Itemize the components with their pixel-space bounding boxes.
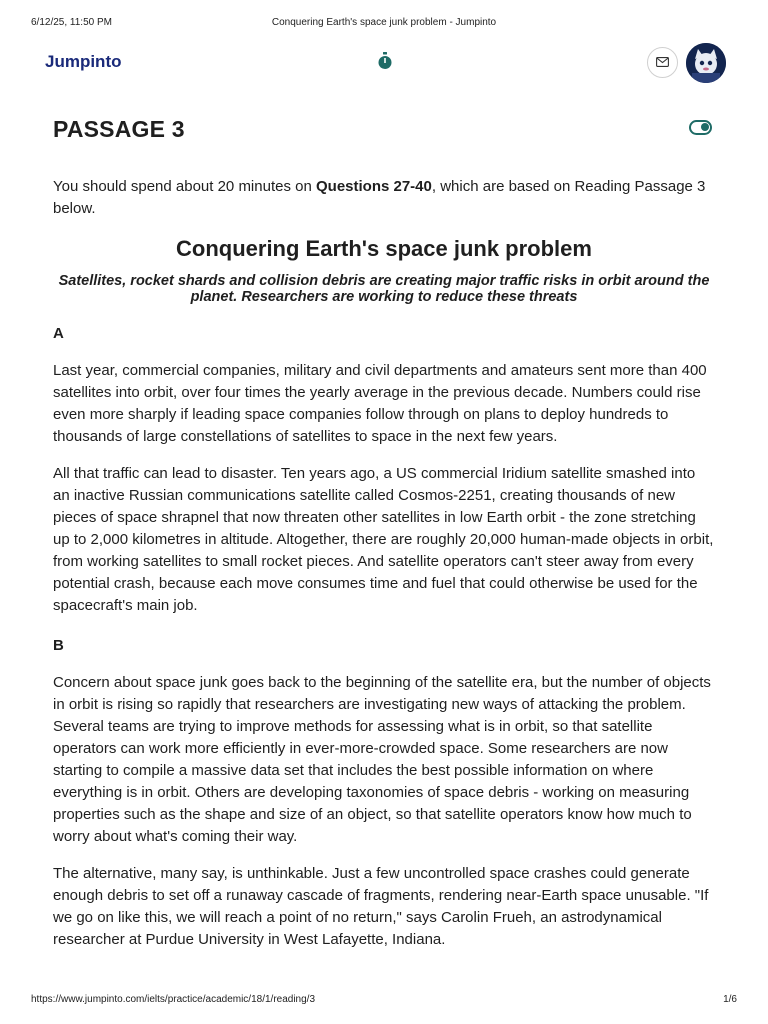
brand-logo-link[interactable]: Jumpinto xyxy=(45,52,122,71)
intro-text-before: You should spend about 20 minutes on xyxy=(53,178,316,195)
section-b-paragraph-1: Concern about space junk goes back to the beginning of the satellite era, but the number of objects in orbit is rising so rapidly that researchers are investigating new ways of attacking the problem. Several teams are trying to improve methods for assessing what is in orbit, so that satellite operators can work more efficiently in ever-more-crowded space. Some researchers are now starting to compile a massive data set that includes the best possible information on where everything is in orbit. Others are developing taxonomies of space debris - working on measuring properties such as the shape and size of an object, so that satellite operators know how much to worry about what's coming their way. xyxy=(53,674,711,845)
print-title: Conquering Earth's space junk problem - Jumpinto xyxy=(271,17,497,28)
section-label-b: B xyxy=(53,637,64,654)
print-header xyxy=(0,0,768,40)
print-page-number: 1/6 xyxy=(723,994,737,1005)
intro-questions: Questions 27-40 xyxy=(315,178,432,195)
section-a-paragraph-2: All that traffic can lead to disaster. Ten years ago, a US commercial Iridium satellite smashed into an inactive Russian communications satellite called Cosmos-2251, creating thousands of new pieces of space shrapnel that now threaten other satellites in low Earth orbit - the zone stretching up to 2,000 kilometres in altitude. Altogether, there are roughly 20,000 human-made objects in orbit, from working satellites to small rocket pieces. And satellite operators can't steer away from every potential crash, because each move consumes time and fuel that could otherwise be used for the spacecraft's main job. xyxy=(53,465,714,614)
passage-intro xyxy=(53,176,715,220)
print-footer xyxy=(0,994,768,1024)
print-url: https://www.jumpinto.com/ielts/practice/academic/18/1/reading/3 xyxy=(31,994,316,1005)
print-date: 6/12/25, 11:50 PM xyxy=(31,17,112,28)
toggle-icon[interactable] xyxy=(689,120,712,135)
avatar[interactable] xyxy=(686,43,726,83)
toggle-knob xyxy=(701,123,709,131)
mail-button[interactable] xyxy=(647,47,678,78)
top-bar xyxy=(0,40,768,90)
mail-icon xyxy=(656,54,669,72)
passage-content xyxy=(53,176,715,951)
article-title: Conquering Earth's space junk problem xyxy=(176,236,592,261)
section-label-a: A xyxy=(53,325,64,342)
section-b-paragraph-2: The alternative, many say, is unthinkable. Just a few uncontrolled space crashes could generate enough debris to set off a runaway cascade of fragments, rendering near-Earth space unusable. "If we go on like this, we will reach a point of no return," says Carolin Frueh, an astrodynamical researcher at Purdue University in West Lafayette, Indiana. xyxy=(53,865,709,948)
intro-text-after: , which are based on Reading Passage 3 below. xyxy=(53,178,706,217)
stopwatch-icon[interactable] xyxy=(377,52,393,70)
section-a-paragraph-1: Last year, commercial companies, military and civil departments and amateurs sent more than 400 satellites into orbit, over four times the yearly average in the previous decade. Numbers could rise even more sharply if leading space companies follow through on plans to deploy hundreds to thousands of large constellations of satellites to space in the next few years. xyxy=(53,362,707,445)
avatar-icon xyxy=(686,70,726,83)
passage-title: PASSAGE 3 xyxy=(53,116,185,142)
article-subtitle: Satellites, rocket shards and collision debris are creating major traffic risks in orbit around the planet. Researchers are working to reduce these threats xyxy=(58,273,710,305)
